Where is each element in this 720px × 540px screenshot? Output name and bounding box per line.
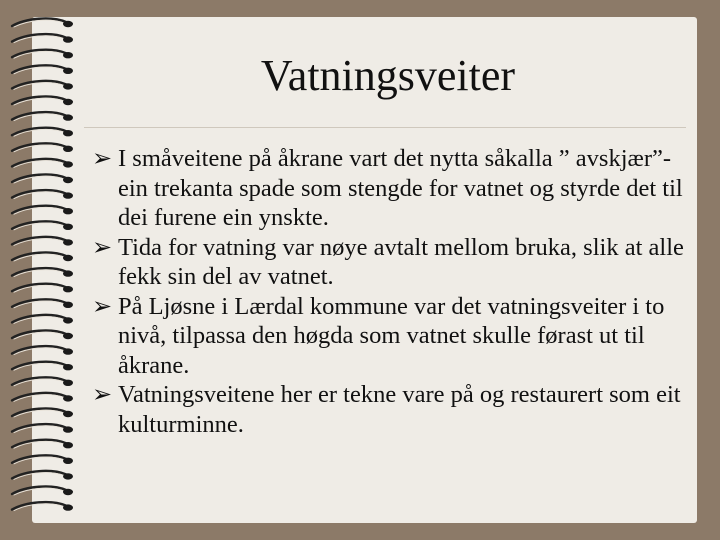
arrow-bullet-icon: ➢ bbox=[92, 291, 113, 320]
spiral-ring bbox=[12, 19, 73, 28]
bullet-text: I småveitene på åkrane vart det nytta såkalla ” avskjær”- ein trekanta spade som stengde for vatnet og styrde det til dei furene ein ynskte. bbox=[118, 145, 683, 231]
spiral-binding bbox=[8, 14, 78, 524]
bullet-list bbox=[92, 144, 692, 439]
spiral-ring bbox=[12, 65, 73, 74]
spiral-ring bbox=[12, 112, 73, 121]
spiral-ring bbox=[12, 128, 73, 137]
spiral-ring bbox=[12, 455, 73, 464]
spiral-ring bbox=[12, 159, 73, 168]
bullet-text: Tida for vatning var nøye avtalt mellom bruka, slik at alle fekk sin del av vatnet. bbox=[118, 233, 684, 290]
spiral-ring bbox=[12, 377, 73, 386]
spiral-ring bbox=[12, 284, 73, 293]
spiral-ring bbox=[12, 424, 73, 433]
spiral-ring bbox=[12, 175, 73, 184]
bullet-item bbox=[92, 144, 692, 233]
spiral-ring bbox=[12, 221, 73, 230]
spiral-ring bbox=[12, 331, 73, 340]
bullet-item bbox=[92, 380, 692, 439]
spiral-ring bbox=[12, 97, 73, 106]
spiral-ring bbox=[12, 346, 73, 355]
spiral-ring bbox=[12, 393, 73, 402]
spiral-ring bbox=[12, 34, 73, 43]
spiral-ring bbox=[12, 190, 73, 199]
spiral-ring bbox=[12, 237, 73, 246]
bullet-item bbox=[92, 233, 692, 292]
spiral-ring bbox=[12, 502, 73, 511]
spiral-ring bbox=[12, 81, 73, 90]
spiral-ring bbox=[12, 471, 73, 480]
spiral-ring bbox=[12, 50, 73, 59]
arrow-bullet-icon: ➢ bbox=[92, 380, 113, 408]
title-divider bbox=[84, 127, 686, 128]
bullet-text: På Ljøsne i Lærdal kommune var det vatningsveiter i to nivå, tilpassa den høgda som vatnet skulle førast ut til åkrane. bbox=[118, 292, 665, 379]
spiral-ring bbox=[12, 487, 73, 496]
spiral-ring bbox=[12, 362, 73, 371]
slide-title: Vatningsveiter bbox=[260, 51, 516, 100]
bullet-text: Vatningsveitene her er tekne vare på og restaurert som eit kulturminne. bbox=[118, 381, 681, 438]
spiral-ring bbox=[12, 409, 73, 418]
spiral-ring bbox=[12, 299, 73, 308]
bullet-item bbox=[92, 292, 692, 381]
spiral-ring bbox=[12, 315, 73, 324]
arrow-bullet-icon: ➢ bbox=[92, 144, 113, 172]
spiral-ring bbox=[12, 143, 73, 152]
spiral-ring bbox=[12, 440, 73, 449]
spiral-ring bbox=[12, 268, 73, 277]
spiral-ring bbox=[12, 206, 73, 215]
arrow-bullet-icon: ➢ bbox=[92, 232, 113, 261]
spiral-ring bbox=[12, 253, 73, 262]
